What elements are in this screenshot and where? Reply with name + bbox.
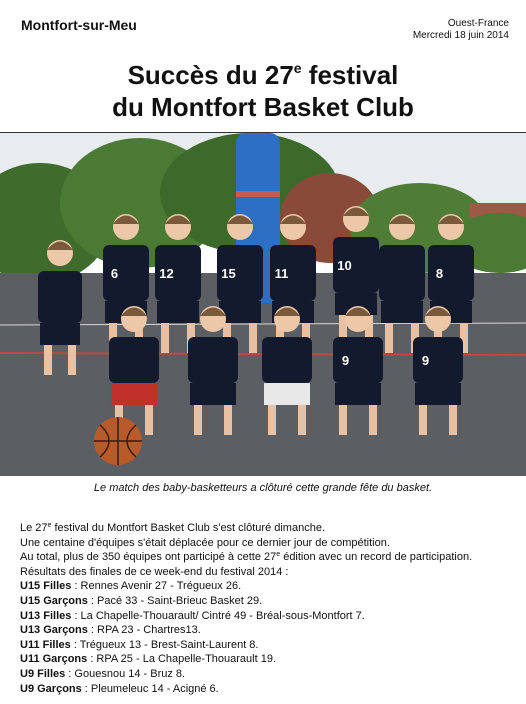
jersey-number: 10: [337, 258, 352, 273]
jersey-number: 11: [274, 266, 289, 281]
article-intro-1: Le 27e festival du Montfort Basket Club s'est clôturé dimanche.: [20, 522, 325, 534]
team-photo-illustration: [0, 133, 526, 476]
article-body: [20, 521, 520, 696]
result-category: U15 Filles: [20, 580, 72, 593]
source-block: [413, 18, 509, 42]
jersey-number: 9: [421, 353, 430, 368]
jersey-number: 8: [435, 266, 444, 281]
article-intro-2: Une centaine d'équipes s'était déplacée pour ce dernier jour de compétition.: [20, 536, 390, 549]
result-category: U11 Garçons: [20, 653, 88, 666]
result-category: U13 Garçons: [20, 624, 88, 637]
jersey-number: 6: [110, 266, 119, 281]
result-score: : Rennes Avenir 27 - Trégueux 26.: [71, 580, 242, 593]
jersey-number: 12: [159, 266, 174, 281]
result-score: : La Chapelle-Thouarault/ Cintré 49 - Bréal-sous-Montfort 7.: [71, 609, 365, 622]
result-score: : RPA 23 - Chartres13.: [87, 624, 201, 637]
result-line: [20, 638, 520, 653]
article-intro-4: Résultats des finales de ce week-end du festival 2014 :: [20, 565, 289, 578]
result-line: [20, 623, 520, 638]
headline-line-1: Succès du 27e festival: [127, 60, 399, 90]
town-name: Montfort-sur-Meu: [21, 17, 137, 33]
result-category: U9 Filles: [20, 667, 66, 680]
result-category: U13 Filles: [20, 609, 72, 622]
source-date: Mercredi 18 juin 2014: [412, 30, 509, 41]
headline: [0, 52, 526, 123]
result-category: U11 Filles: [20, 638, 71, 651]
result-category: U15 Garçons: [20, 594, 88, 607]
result-score: : Pleumeleuc 14 - Acigné 6.: [81, 682, 219, 695]
jersey-number: 15: [221, 266, 236, 281]
result-category: U9 Garçons: [20, 682, 82, 695]
result-line: [20, 609, 520, 624]
article-intro-3: Au total, plus de 350 équipes ont participé à cette 27e édition avec un record de participation.: [20, 551, 473, 564]
result-score: : Trégueux 13 - Brest-Saint-Laurent 8.: [70, 638, 259, 651]
result-line: [20, 579, 520, 594]
result-line: [20, 594, 520, 609]
results-list: [20, 579, 520, 696]
source-name: Ouest-France: [447, 18, 509, 29]
result-score: : Gouesnou 14 - Bruz 8.: [65, 667, 186, 680]
result-line: [20, 682, 520, 697]
headline-line-2: du Montfort Basket Club: [112, 92, 414, 122]
team-photo: [0, 132, 526, 476]
jersey-number: 9: [341, 353, 350, 368]
photo-caption: Le match des baby-basketteurs a clôturé cette grande fête du basket.: [93, 482, 433, 494]
result-score: : RPA 25 - La Chapelle-Thouarault 19.: [87, 653, 277, 666]
result-score: : Pacé 33 - Saint-Brieuc Basket 29.: [87, 594, 263, 607]
result-line: [20, 667, 520, 682]
result-line: [20, 652, 520, 667]
